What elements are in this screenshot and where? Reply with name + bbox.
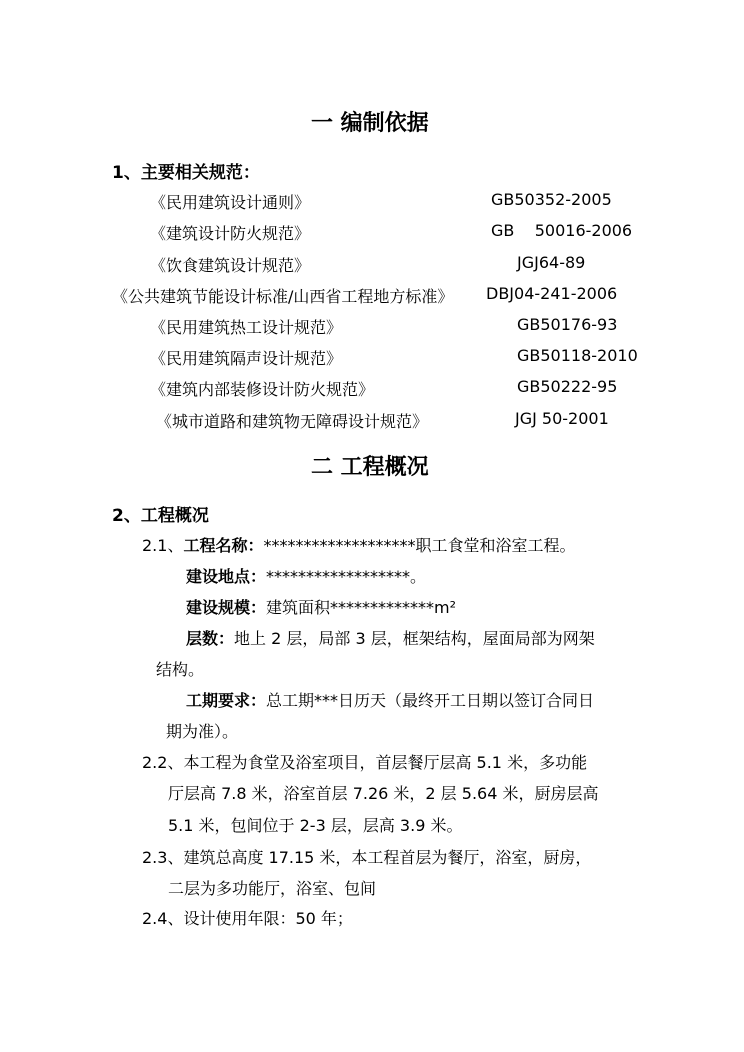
section-2-subheading: 2、工程概况 [112,506,209,526]
item-2-1-line-period [186,688,594,711]
site-label: 建设地点： [186,567,267,586]
standard-name: 《公共建筑节能设计标准/山西省工程地方标准》 [112,287,454,306]
floors-value-continued: 结构。 [156,660,205,679]
standard-code: GB50176-93 [517,315,618,334]
scale-label: 建设规模： [186,598,267,617]
scale-value: 建筑面积*************m² [266,598,457,617]
standard-code: GB50118-2010 [517,346,638,365]
standard-name: 《民用建筑设计通则》 [150,193,311,212]
standard-name: 《民用建筑隔声设计规范》 [150,349,343,368]
section-1-title: 一 编制依据 [311,111,429,136]
item-2-1-line-site [186,564,426,587]
item-2-2-line-1: 2.2、本工程为食堂及浴室项目，首层餐厅层高 5.1 米，多功能 [142,753,588,772]
section-2-title: 二 工程概况 [311,455,429,480]
standard-code: GB50352-2005 [491,190,612,209]
standard-code: GB 50016-2006 [491,221,633,240]
item-2-3-line-1: 2.3、建筑总高度 17.15 米，本工程首层为餐厅，浴室，厨房， [142,848,592,867]
period-label: 工期要求： [186,691,267,710]
standard-name: 《建筑内部装修设计防火规范》 [150,380,375,399]
standard-code: JGJ64-89 [517,253,586,272]
standard-code: GB50222-95 [517,377,618,396]
standard-name: 《民用建筑热工设计规范》 [150,318,343,337]
floors-label: 层数： [186,629,235,648]
item-2-2-line-3: 5.1 米，包间位于 2-3 层，层高 3.9 米。 [168,816,463,835]
period-value: 总工期***日历天（最终开工日期以签订合同日 [266,691,595,710]
project-name-value: *******************职工食堂和浴室工程。 [263,536,576,555]
item-2-2-line-2: 厅层高 7.8 米，浴室首层 7.26 米，2 层 5.64 米，厨房层高 [168,784,599,803]
section-1-subheading: 1、主要相关规范： [112,163,260,183]
standard-code: DBJ04-241-2006 [486,284,618,303]
floors-value: 地上 2 层，局部 3 层，框架结构，屋面局部为网架 [234,629,595,648]
period-value-continued: 期为准）。 [166,722,239,741]
site-value: ******************。 [266,567,427,586]
item-2-1-line-scale [186,595,456,618]
item-2-1-prefix: 2.1、 [142,536,184,555]
standard-name: 《饮食建筑设计规范》 [150,256,311,275]
item-2-3-line-2: 二层为多功能厅，浴室、包间 [168,879,377,898]
item-2-4-line-1: 2.4、设计使用年限：50 年； [142,909,353,928]
project-name-label: 工程名称： [183,536,264,555]
item-2-1-line-floors [186,626,595,649]
item-2-1-line-name [142,533,575,556]
standard-name: 《城市道路和建筑物无障碍设计规范》 [156,412,429,431]
standard-code: JGJ 50-2001 [515,409,609,428]
standard-name: 《建筑设计防火规范》 [150,224,311,243]
